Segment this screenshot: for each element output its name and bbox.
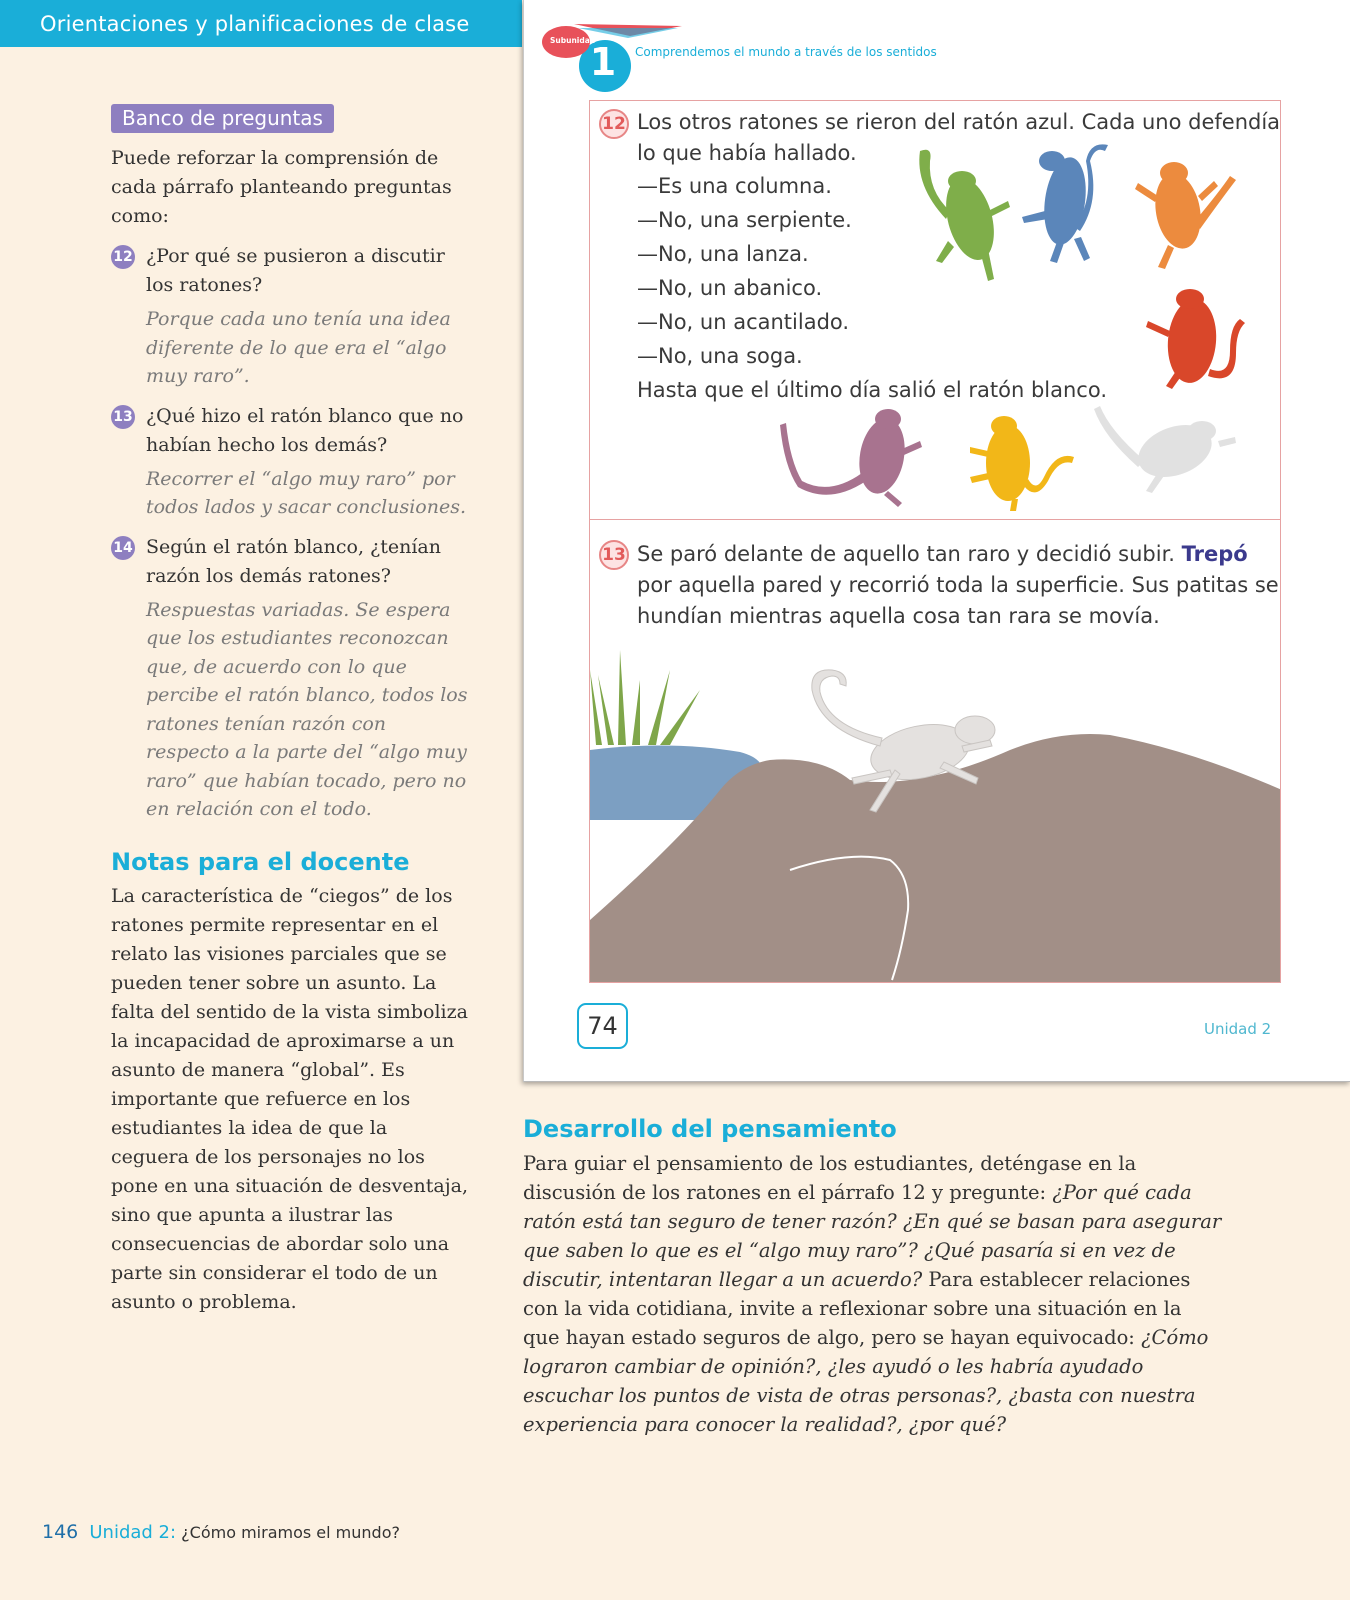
story-line: —No, un abanico.: [637, 276, 823, 300]
italic-questions: ¿Cómo lograron cambiar de opinión?, ¿les ayudó o les habría ayudado escuchar los puntos de vista de otras personas?, ¿basta con nuestra experiencia para conocer la realidad?, ¿por qué?: [523, 1326, 1209, 1436]
question-item: [111, 533, 471, 824]
student-book-page: [523, 0, 1350, 1082]
subunit-number: 1: [589, 40, 617, 84]
story-line: —No, una serpiente.: [637, 208, 852, 232]
purple-mouse-illustration: [780, 409, 922, 507]
paragraph-12-text: [637, 107, 1280, 407]
yellow-mouse-illustration: [970, 416, 1074, 511]
paragraph-number-13: 13: [599, 540, 629, 570]
story-line: Los otros ratones se rieron del ratón azul. Cada uno defendía: [637, 110, 1281, 134]
thinking-development-title: Desarrollo del pensamiento: [523, 1115, 897, 1143]
question-text: ¿Por qué se pusieron a discutir los ratones?: [146, 245, 445, 296]
question-text: ¿Qué hizo el ratón blanco que no habían hecho los demás?: [146, 404, 464, 456]
story-paragraph-12-box: [589, 100, 1281, 520]
teacher-guide-column: [111, 104, 471, 1317]
story-line: —No, un acantilado.: [637, 310, 850, 334]
page-footer: [42, 1521, 400, 1543]
story-line: por aquella pared y recorrió toda la superficie. Sus patitas se: [637, 573, 1279, 597]
question-item: [111, 242, 471, 391]
footer-page-number: 146: [42, 1521, 79, 1543]
story-line: —No, una lanza.: [637, 242, 809, 266]
story-line: hundían mientras aquella cosa tan rara se movía.: [637, 604, 1160, 628]
white-mouse-illustration: [1094, 406, 1236, 493]
teacher-notes-text: La característica de “ciegos” de los ratones permite representar en el relato las visiones parciales que se pueden tener sobre un asunto. La falta del sentido de la vista simboliza la incapacidad de aproximarse a un asunto de manera “global”. Es importante que refuerce en los estudiantes la idea de que la ceguera de los personajes no los pone en una situación de desventaja, sino que apunta a ilustrar las consecuencias de abordar solo una parte sin considerar el todo de un asunto o problema.: [111, 884, 468, 1313]
question-text: Según el ratón blanco, ¿tenían razón los demás ratones?: [146, 535, 441, 587]
question-answer: Recorrer el “algo muy raro” por todos lados y sacar conclusiones.: [146, 467, 467, 518]
section-header-title: Orientaciones y planificaciones de clase: [40, 12, 470, 36]
paragraph-number-12: 12: [599, 109, 629, 139]
story-paragraph-13-box: [589, 519, 1281, 983]
italic-questions: ¿Por qué cada ratón está tan seguro de tener razón? ¿En qué se basan para asegurar que saben lo que es el “algo muy raro”? ¿Qué pasaría si en vez de discutir, intentaran llegar a un acuerdo?: [523, 1181, 1222, 1291]
question-bank-title: Banco de preguntas: [111, 104, 334, 133]
story-line: Hasta que el último día salió el ratón blanco.: [637, 378, 1107, 402]
text-segment: Para establecer relaciones con la vida cotidiana, invite a reflexionar sobre una situación en la que hayan estado seguros de algo, pero se hayan equivocado:: [523, 1268, 1191, 1349]
story-line: —Es una columna.: [637, 174, 832, 198]
subunit-label: Subunidad: [550, 36, 596, 45]
teacher-notes-title: Notas para el docente: [111, 847, 410, 876]
story-line: —No, una soga.: [637, 344, 803, 368]
story-line: lo que había hallado.: [637, 141, 857, 165]
footer-unit-title: ¿Cómo miramos el mundo?: [181, 1523, 400, 1542]
story-line: [637, 539, 1279, 570]
vocabulary-word: Trepó: [1181, 542, 1248, 566]
thinking-development-text: [523, 1149, 1223, 1439]
question-bank-intro: Puede reforzar la comprensión de cada párrafo planteando preguntas como:: [111, 147, 452, 227]
question-answer: Respuestas variadas. Se espera que los estudiantes reconozcan que, de acuerdo con lo que percibe el ratón blanco, todos los ratones tenían razón con respecto a la parte del “algo muy raro” que habían tocado, pero no en relación con el todo.: [146, 598, 468, 820]
question-number-badge: 14: [111, 536, 135, 560]
thinking-development-section: [523, 1115, 1223, 1439]
story-line-part: Se paró delante de aquello tan raro y decidió subir.: [637, 542, 1182, 566]
subunit-title: Comprendemos el mundo a través de los sentidos: [635, 45, 937, 59]
question-number-badge: 12: [111, 245, 135, 269]
text-segment: Para guiar el pensamiento de los estudiantes, deténgase en la discusión de los ratones en el párrafo 12 y pregunte:: [523, 1152, 1137, 1204]
section-header-band: [0, 0, 522, 47]
question-number-badge: 13: [111, 405, 135, 429]
book-unit-label: Unidad 2: [1204, 1020, 1272, 1038]
footer-unit: Unidad 2:: [89, 1522, 177, 1543]
question-item: [111, 402, 471, 522]
question-answer: Porque cada uno tenía una idea diferente de lo que era el “algo muy raro”.: [146, 308, 451, 387]
book-page-number: 74: [577, 1003, 628, 1049]
paragraph-13-text: [637, 539, 1279, 632]
